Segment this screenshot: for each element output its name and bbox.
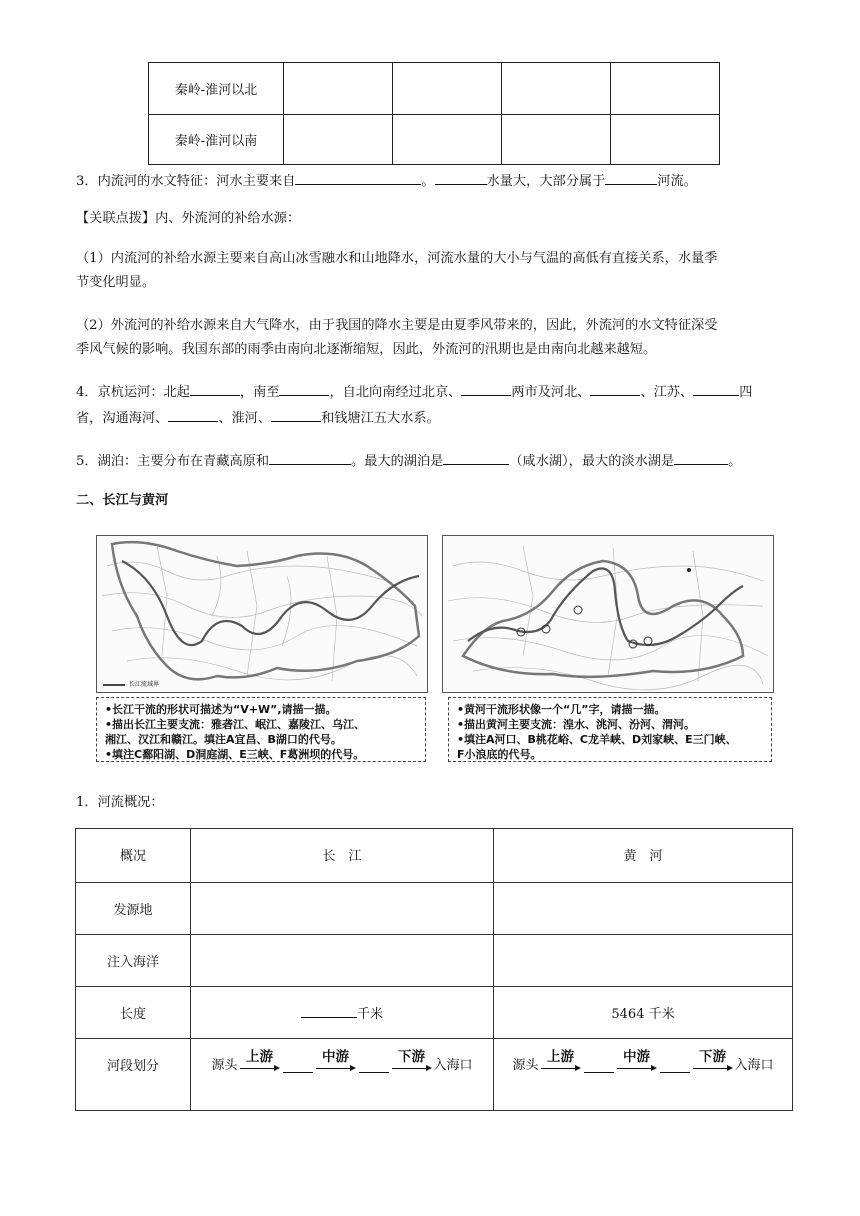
arrow-icon (541, 1065, 581, 1073)
table-header: 长 江 (191, 829, 494, 883)
table-cell: 秦岭-淮河以北 (149, 63, 284, 115)
table-cell: 秦岭-淮河以南 (149, 115, 284, 165)
table-cell[interactable] (393, 115, 502, 165)
arrow-icon (316, 1065, 356, 1073)
answer-blank[interactable] (590, 381, 640, 396)
row-label: 河段划分 (76, 1039, 191, 1111)
answer-blank[interactable] (359, 1062, 389, 1073)
answer-blank[interactable] (660, 1062, 690, 1073)
answer-blank[interactable] (269, 450, 351, 465)
table-header: 黄 河 (494, 829, 793, 883)
row-label: 长度 (76, 987, 191, 1039)
arrow-icon (693, 1065, 733, 1073)
river-overview-table (75, 828, 793, 1111)
river-segment-flow: 源头 上游 中游 下游 入海口 (512, 1049, 774, 1073)
table-cell[interactable] (611, 63, 720, 115)
tip-title: 【关联点拨】内、外流河的补给水源： (76, 211, 301, 226)
tip-2-line-1: （2）外流河的补给水源来自大气降水，由于我国的降水主要是由夏季风带来的，因此，外流河的水文特征深受 (76, 318, 718, 333)
answer-cell[interactable] (494, 883, 793, 935)
answer-blank[interactable] (295, 170, 421, 185)
answer-blank[interactable] (168, 407, 218, 422)
tip-2-line-2: 季风气候的影响。我国东部的雨季由南向北逐渐缩短，因此，外流河的汛期也是由南向北越来越短。 (76, 342, 657, 357)
answer-blank[interactable] (190, 381, 240, 396)
answer-blank[interactable] (283, 1062, 313, 1073)
answer-blank[interactable] (271, 407, 321, 422)
table-cell[interactable] (502, 63, 611, 115)
arrow-icon (617, 1065, 657, 1073)
answer-blank[interactable] (693, 381, 739, 396)
row-label: 发源地 (76, 883, 191, 935)
yellow-map-drawing (443, 536, 773, 692)
row-label: 注入海洋 (76, 935, 191, 987)
yangtze-map-drawing (97, 536, 427, 692)
length-cell: 5464 千米 (494, 987, 793, 1039)
answer-blank[interactable] (584, 1062, 614, 1073)
question-3: 3．内流河的水文特征：河水主要来自 。 水量大，大部分属于 河流。 (76, 170, 804, 193)
top-table (148, 62, 720, 165)
segment-cell (494, 1039, 793, 1111)
question-4-line-2: 省，沟通海河、 、淮河、 和钱塘江五大水系。 (76, 407, 804, 430)
yellow-river-instructions: •黄河干流形状像一个“几”字，请描一描。 •描出黄河主要支流：湟水、洮河、汾河、渭河。 •填注A河口、B桃花峪、C龙羊峡、D刘家峡、E三门峡、 F小浪底的代号。 (448, 697, 772, 762)
arrow-icon (392, 1065, 432, 1073)
question-4-line-1: 4．京杭运河：北起 ，南至 ，自北向南经过北京、 两市及河北、 、江苏、 四 (76, 381, 804, 404)
answer-blank[interactable] (674, 450, 728, 465)
tip-1-line-2: 节变化明显。 (76, 275, 156, 290)
answer-blank[interactable] (443, 450, 509, 465)
table-cell[interactable] (611, 115, 720, 165)
answer-cell[interactable] (191, 935, 494, 987)
table-cell[interactable] (502, 115, 611, 165)
subsection-title: 1．河流概况： (76, 795, 164, 810)
question-5: 5．湖泊：主要分布在青藏高原和 。最大的湖泊是 （咸水湖），最大的淡水湖是 。 (76, 450, 804, 473)
answer-blank[interactable] (435, 170, 487, 185)
answer-blank[interactable] (461, 381, 511, 396)
river-segment-flow: 源头 上游 中游 下游 入海口 (211, 1049, 473, 1073)
answer-blank[interactable] (301, 1003, 357, 1018)
table-cell[interactable] (393, 63, 502, 115)
map-legend-label: 长江流域界 (129, 681, 160, 688)
yangtze-instructions: •长江干流的形状可描述为“V+W”,请描一描。 •描出长江主要支流：雅砻江、岷江、嘉陵江、乌江、 湘江、汉江和赣江。填注A宜昌、B湖口的代号。 •填注C鄱阳湖、D洞庭湖、E三峡、F葛洲坝的代号。 (96, 697, 426, 762)
segment-cell (191, 1039, 494, 1111)
answer-cell[interactable] (191, 883, 494, 935)
answer-blank[interactable] (279, 381, 329, 396)
length-cell: 千米 (191, 987, 494, 1039)
table-cell[interactable] (284, 115, 393, 165)
arrow-icon (240, 1065, 280, 1073)
yellow-river-map (442, 535, 774, 693)
tip-1-line-1: （1）内流河的补给水源主要来自高山冰雪融水和山地降水，河流水量的大小与气温的高低有直接关系，水量季 (76, 251, 718, 266)
answer-cell[interactable] (494, 935, 793, 987)
table-cell[interactable] (284, 63, 393, 115)
answer-blank[interactable] (605, 170, 657, 185)
table-header: 概况 (76, 829, 191, 883)
yangtze-river-map (96, 535, 428, 693)
section-title: 二、长江与黄河 (76, 493, 169, 508)
